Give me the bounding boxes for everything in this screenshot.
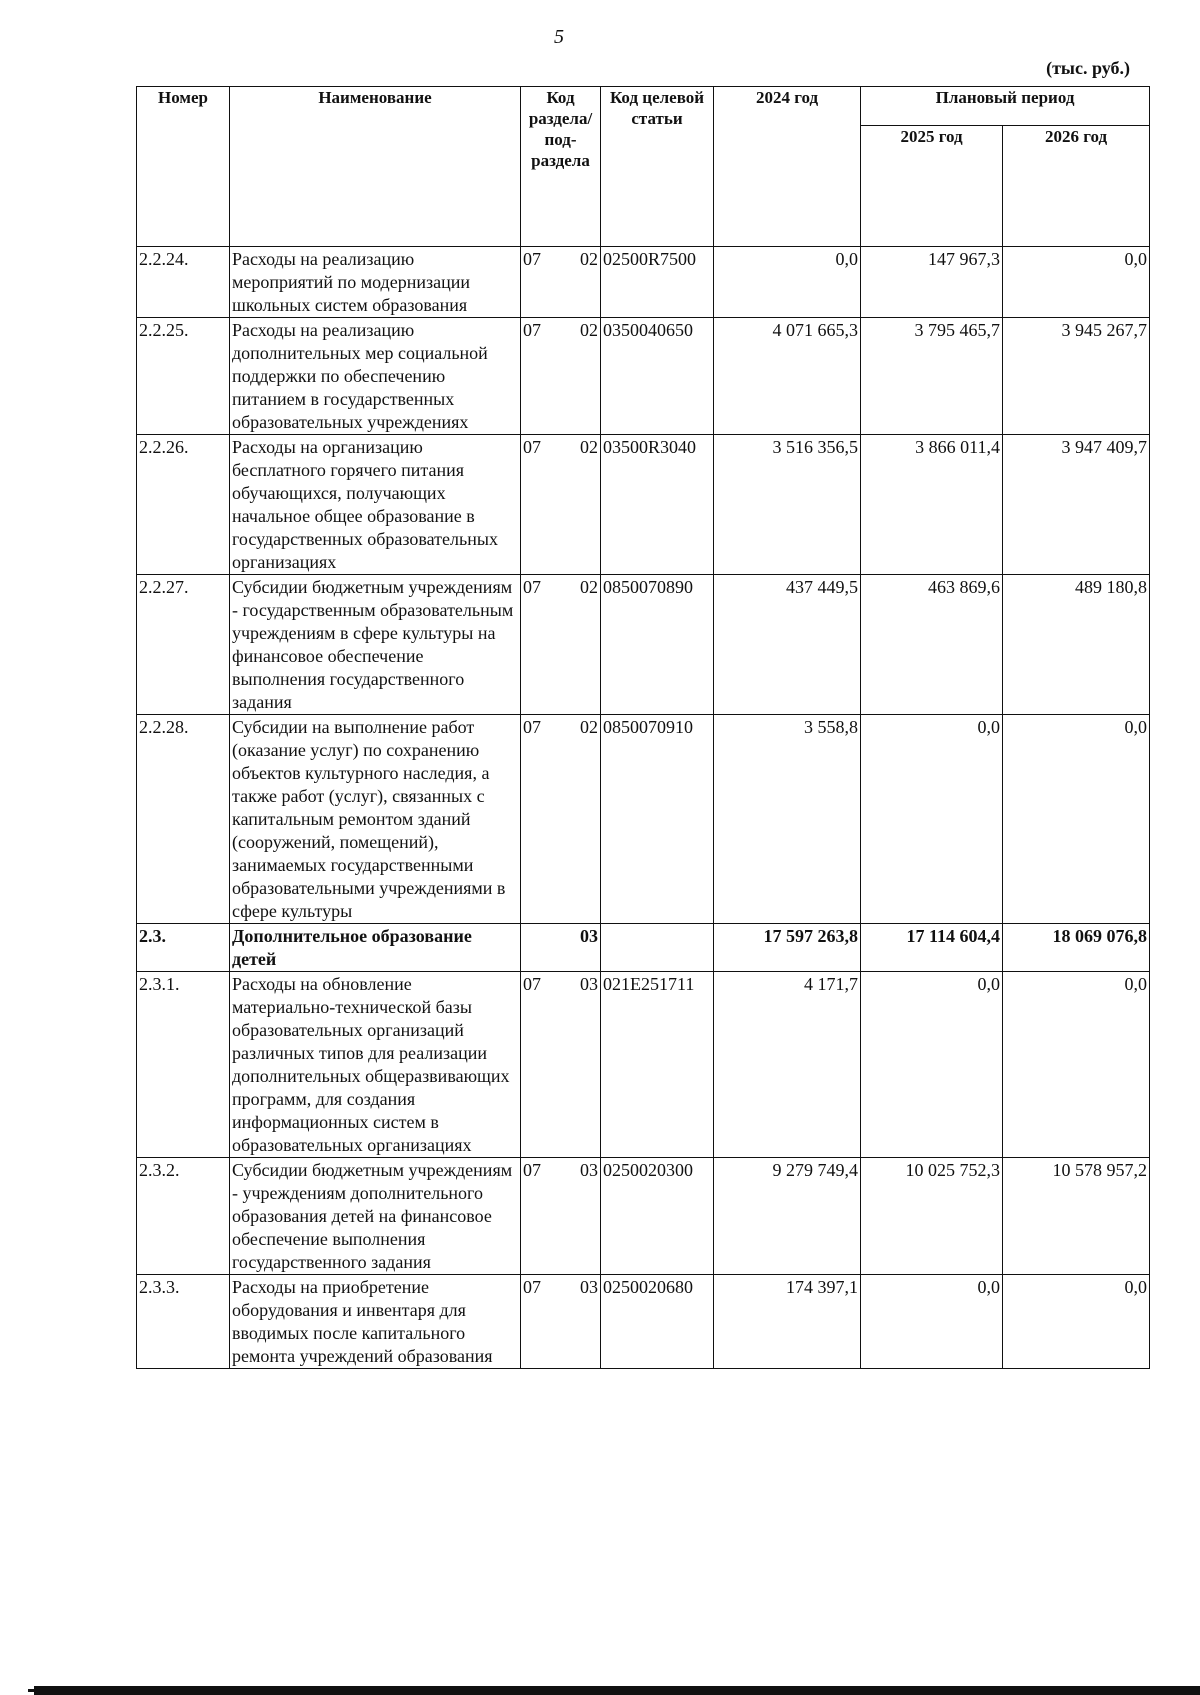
row-value-2026: 18 069 076,8: [1003, 924, 1150, 972]
table-row: [137, 972, 1150, 1158]
header-year-2025: 2025 год: [861, 126, 1003, 247]
row-section: 07: [521, 1275, 561, 1369]
row-target-code: 0350040650: [601, 318, 714, 435]
header-year-2026: 2026 год: [1003, 126, 1150, 247]
row-value-2025: 10 025 752,3: [861, 1158, 1003, 1275]
table-row: [137, 435, 1150, 575]
row-section: 07: [521, 247, 561, 318]
row-subsection: 02: [561, 575, 601, 715]
row-value-2024: 9 279 749,4: [714, 1158, 861, 1275]
row-number: 2.2.27.: [137, 575, 230, 715]
row-target-code: 0250020680: [601, 1275, 714, 1369]
row-name: Субсидии на выполнение работ (оказание услуг) по сохранению объектов культурного наследия, а также работ (услуг), связанных с капитальным ремонтом зданий (сооружений, помещений), занимаемых государственными образовательными учреждениями в сфере культуры: [230, 715, 521, 924]
row-value-2026: 489 180,8: [1003, 575, 1150, 715]
row-subsection: 02: [561, 715, 601, 924]
row-value-2026: 3 947 409,7: [1003, 435, 1150, 575]
table-row: [137, 318, 1150, 435]
row-number: 2.2.25.: [137, 318, 230, 435]
row-value-2025: 3 866 011,4: [861, 435, 1003, 575]
row-value-2026: 0,0: [1003, 972, 1150, 1158]
budget-table: [136, 86, 1150, 1369]
row-subsection: 03: [561, 924, 601, 972]
row-value-2025: 3 795 465,7: [861, 318, 1003, 435]
bottom-rule: [34, 1686, 1200, 1695]
table-row: [137, 575, 1150, 715]
table-row: [137, 924, 1150, 972]
row-value-2025: 147 967,3: [861, 247, 1003, 318]
row-section: [521, 924, 561, 972]
row-value-2024: 4 171,7: [714, 972, 861, 1158]
row-value-2024: 437 449,5: [714, 575, 861, 715]
row-subsection: 02: [561, 435, 601, 575]
row-name: Субсидии бюджетным учреждениям - государственным образовательным учреждениям в сфере культуры на финансовое обеспечение выполнения государственного задания: [230, 575, 521, 715]
row-target-code: 0850070910: [601, 715, 714, 924]
units-label: (тыс. руб.): [1046, 58, 1130, 78]
row-value-2024: 4 071 665,3: [714, 318, 861, 435]
row-target-code: 0850070890: [601, 575, 714, 715]
row-target-code: 03500R3040: [601, 435, 714, 575]
row-target-code: [601, 924, 714, 972]
table-row: [137, 715, 1150, 924]
row-section: 07: [521, 972, 561, 1158]
row-number: 2.3.: [137, 924, 230, 972]
row-name: Расходы на обновление материально-технической базы образовательных организаций различных типов для реализации дополнительных общеразвивающих программ, для создания информационных систем в образовательных организациях: [230, 972, 521, 1158]
row-number: 2.3.1.: [137, 972, 230, 1158]
row-value-2025: 463 869,6: [861, 575, 1003, 715]
header-section-code: Код раздела/ под-раздела: [521, 87, 601, 247]
row-number: 2.3.2.: [137, 1158, 230, 1275]
header-number: Номер: [137, 87, 230, 247]
row-name: Субсидии бюджетным учреждениям - учреждениям дополнительного образования детей на финансовое обеспечение выполнения государственного задания: [230, 1158, 521, 1275]
row-value-2024: 3 516 356,5: [714, 435, 861, 575]
row-value-2026: 10 578 957,2: [1003, 1158, 1150, 1275]
row-value-2025: 0,0: [861, 972, 1003, 1158]
header-year-2024: 2024 год: [714, 87, 861, 247]
row-section: 07: [521, 575, 561, 715]
row-value-2026: 0,0: [1003, 715, 1150, 924]
row-value-2024: 0,0: [714, 247, 861, 318]
page-number: 5: [554, 26, 564, 48]
row-subsection: 02: [561, 318, 601, 435]
row-number: 2.2.26.: [137, 435, 230, 575]
table-body: [137, 247, 1150, 1369]
row-subsection: 02: [561, 247, 601, 318]
row-name: Расходы на реализацию мероприятий по модернизации школьных систем образования: [230, 247, 521, 318]
row-name: Расходы на приобретение оборудования и инвентаря для вводимых после капитального ремонта учреждений образования: [230, 1275, 521, 1369]
row-name: Дополнительное образование детей: [230, 924, 521, 972]
row-value-2024: 17 597 263,8: [714, 924, 861, 972]
row-value-2025: 0,0: [861, 1275, 1003, 1369]
row-subsection: 03: [561, 1275, 601, 1369]
header-row-1: [137, 87, 1150, 126]
row-section: 07: [521, 715, 561, 924]
row-section: 07: [521, 1158, 561, 1275]
row-name: Расходы на организацию бесплатного горячего питания обучающихся, получающих начальное общее образование в государственных образовательных организациях: [230, 435, 521, 575]
row-value-2026: 0,0: [1003, 1275, 1150, 1369]
row-number: 2.2.24.: [137, 247, 230, 318]
table-row: [137, 247, 1150, 318]
row-target-code: 0250020300: [601, 1158, 714, 1275]
row-number: 2.2.28.: [137, 715, 230, 924]
header-name: Наименование: [230, 87, 521, 247]
row-subsection: 03: [561, 1158, 601, 1275]
row-subsection: 03: [561, 972, 601, 1158]
header-planned-period: Плановый период: [861, 87, 1150, 126]
row-number: 2.3.3.: [137, 1275, 230, 1369]
row-value-2025: 17 114 604,4: [861, 924, 1003, 972]
row-value-2026: 3 945 267,7: [1003, 318, 1150, 435]
row-value-2026: 0,0: [1003, 247, 1150, 318]
header-target-code: Код целевой статьи: [601, 87, 714, 247]
row-target-code: 021E251711: [601, 972, 714, 1158]
row-name: Расходы на реализацию дополнительных мер социальной поддержки по обеспечению питанием в государственных образовательных учреждениях: [230, 318, 521, 435]
row-value-2025: 0,0: [861, 715, 1003, 924]
row-value-2024: 3 558,8: [714, 715, 861, 924]
row-section: 07: [521, 435, 561, 575]
table-row: [137, 1275, 1150, 1369]
row-section: 07: [521, 318, 561, 435]
table-row: [137, 1158, 1150, 1275]
row-value-2024: 174 397,1: [714, 1275, 861, 1369]
row-target-code: 02500R7500: [601, 247, 714, 318]
